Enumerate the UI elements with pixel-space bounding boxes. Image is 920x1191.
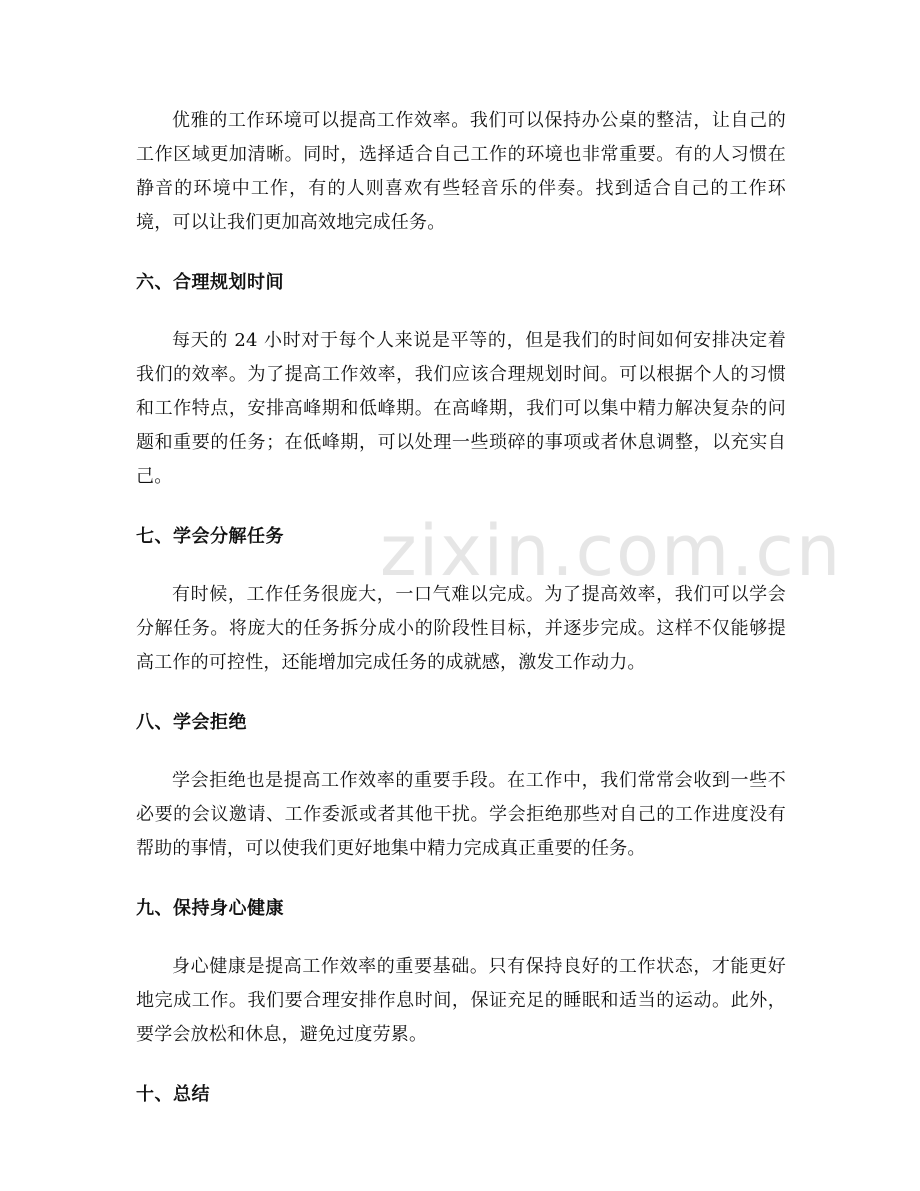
heading-health: 九、保持身心健康 [136,898,284,919]
watermark: zixin.com.cn [380,510,843,592]
heading-summary: 十、总结 [136,1084,210,1105]
paragraph-health: 身心健康是提高工作效率的重要基础。只有保持良好的工作状态，才能更好地完成工作。我们要合理安排作息时间，保证充足的睡眠和适当的运动。此外，要学会放松和休息，避免过度劳累。 [136,956,786,1045]
paragraph-plan-time: 每天的 24 小时对于每个人来说是平等的，但是我们的时间如何安排决定着我们的效率。为了提高工作效率，我们应该合理规划时间。可以根据个人的习惯和工作特点，安排高峰期和低峰期。在高峰期，我们可以集中精力解决复杂的问题和重要的任务；在低峰期，可以处理一些琐碎的事项或者休息调整，以充实自己。 [136,330,786,487]
paragraph-learn-refuse: 学会拒绝也是提高工作效率的重要手段。在工作中，我们常常会收到一些不必要的会议邀请、工作委派或者其他干扰。学会拒绝那些对自己的工作进度没有帮助的事情，可以使我们更好地集中精力完成真正重要的任务。 [136,770,786,859]
heading-plan-time: 六、合理规划时间 [136,272,284,293]
heading-decompose-tasks: 七、学会分解任务 [136,526,284,547]
paragraph-work-environment: 优雅的工作环境可以提高工作效率。我们可以保持办公桌的整洁，让自己的工作区域更加清晰。同时，选择适合自己工作的环境也非常重要。有的人习惯在静音的环境中工作，有的人则喜欢有些轻音乐的伴奏。找到适合自己的工作环境，可以让我们更加高效地完成任务。 [136,110,786,233]
heading-learn-refuse: 八、学会拒绝 [136,712,247,733]
document-body [136,104,786,1110]
paragraph-decompose-tasks: 有时候，工作任务很庞大，一口气难以完成。为了提高效率，我们可以学会分解任务。将庞大的任务拆分成小的阶段性目标，并逐步完成。这样不仅能够提高工作的可控性，还能增加完成任务的成就感，激发工作动力。 [136,584,786,673]
